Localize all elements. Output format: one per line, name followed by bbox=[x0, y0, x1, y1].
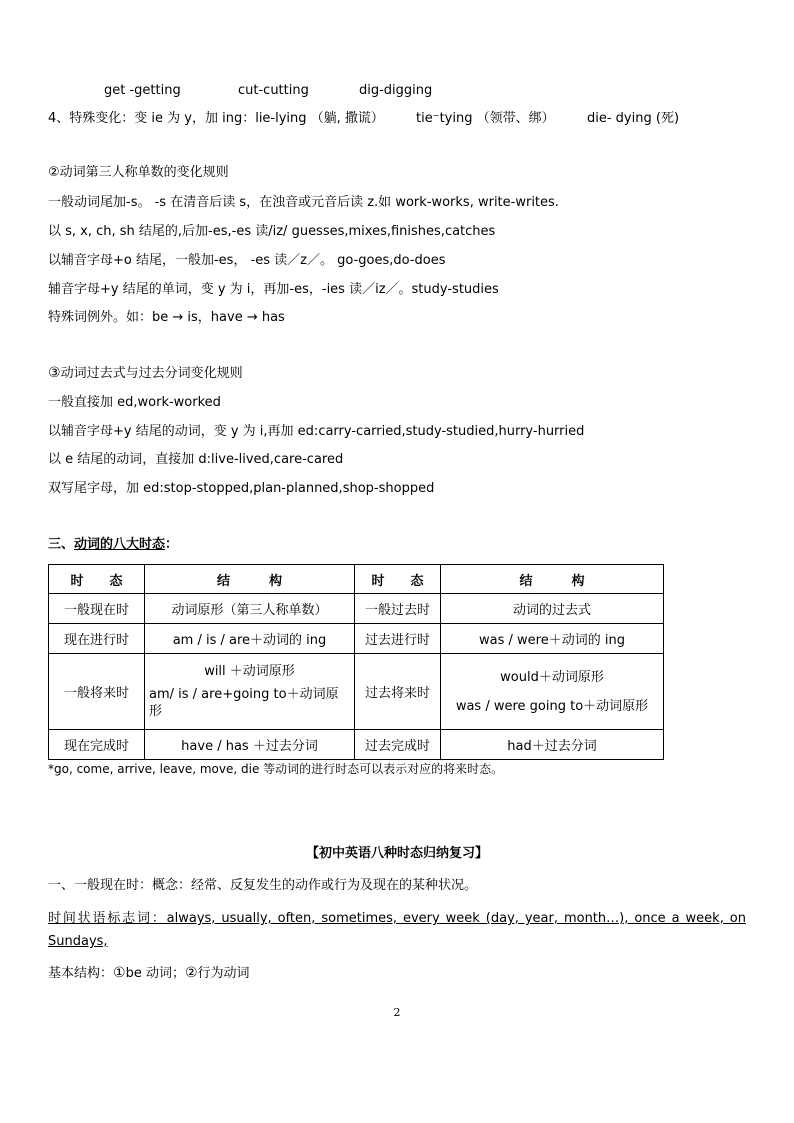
special-change-lie: 4、特殊变化：变 ie 为 y，加 ing：lie-lying （躺, 撒谎） bbox=[48, 111, 384, 126]
page-number: 2 bbox=[393, 1006, 401, 1019]
review-title: 【初中英语八种时态归纳复习】 bbox=[305, 846, 488, 861]
eight-tenses-colon: ： bbox=[165, 537, 179, 552]
past-tense-rule-3: 以 e 结尾的动词，直接加 d:live-lived,care-cared bbox=[48, 452, 344, 467]
table-header-row bbox=[49, 565, 664, 594]
third-person-rule-2: 以 s, x, ch, sh 结尾的,后加-es,-es 读/iz/ guesses,mixes,finishes,catches bbox=[48, 224, 496, 239]
eight-tenses-prefix: 三、 bbox=[48, 537, 75, 552]
table-cell-past-future bbox=[441, 654, 664, 730]
circled-number-3: ③ bbox=[48, 365, 61, 381]
review-simple-present-concept: 一、一般现在时：概念：经常、反复发生的动作或行为及现在的某种状况。 bbox=[48, 878, 478, 893]
past-future-going-to-line: was / were going to＋动词原形 bbox=[455, 698, 649, 714]
table-footnote: *go, come, arrive, leave, move, die 等动词的进行时态可以表示对应的将来时态。 bbox=[48, 762, 504, 776]
table-row bbox=[49, 654, 664, 730]
future-going-to-line: am/ is / are+going to＋动词原形 bbox=[149, 687, 339, 719]
table-cell: 现在进行时 bbox=[49, 624, 145, 654]
table-header-structure-1: 结 构 bbox=[145, 565, 355, 594]
table-row bbox=[49, 730, 664, 760]
table-header-tense-1: 时 态 bbox=[49, 565, 145, 594]
table-cell: had＋过去分词 bbox=[441, 730, 664, 760]
line-verb-examples bbox=[104, 82, 432, 100]
circled-number-1: ① bbox=[113, 965, 126, 981]
table-cell: was / were＋动词的 ing bbox=[441, 624, 664, 654]
table-cell: have / has ＋过去分词 bbox=[145, 730, 355, 760]
future-will-line: will ＋动词原形 bbox=[204, 664, 295, 679]
table-header-structure-2: 结 构 bbox=[441, 565, 664, 594]
example-cut: cut-cutting bbox=[238, 83, 309, 98]
section-past-tense-title bbox=[48, 364, 243, 383]
table-cell: 动词的过去式 bbox=[441, 594, 664, 624]
tense-table bbox=[48, 564, 664, 760]
section-third-person-title: ②动词第三人称单数的变化规则 bbox=[48, 165, 229, 180]
review-time-markers: 时间状语标志词：always, usually, often, sometimes, every week (day, year, month…), once a week, on bbox=[48, 911, 746, 926]
table-cell: 一般将来时 bbox=[49, 654, 145, 730]
basic-structure-label: 基本结构： bbox=[48, 966, 114, 981]
table-cell: am / is / are＋动词的 ing bbox=[145, 624, 355, 654]
basic-structure-be: be 动词； bbox=[125, 966, 185, 981]
circled-number-2: ② bbox=[184, 965, 198, 981]
basic-structure-action: 行为动词 bbox=[197, 966, 250, 981]
table-cell: 过去进行时 bbox=[355, 624, 441, 654]
table-cell: 动词原形（第三人称单数） bbox=[145, 594, 355, 624]
past-future-would-line: would＋动词原形 bbox=[500, 669, 604, 685]
third-person-rule-1: 一般动词尾加-s。 -s 在清音后读 s，在浊音或元音后读 z.如 work-works, write-writes. bbox=[48, 195, 559, 210]
special-change-tie: tie⁻tying （领带、绑） bbox=[416, 111, 555, 126]
section-eight-tenses-title bbox=[48, 536, 178, 554]
table-cell: 现在完成时 bbox=[49, 730, 145, 760]
example-dig: dig-digging bbox=[359, 83, 433, 98]
third-person-rule-5: 特殊词例外。如：be → is，have → has bbox=[48, 310, 285, 325]
past-tense-title-text: 动词过去式与过去分词变化规则 bbox=[60, 366, 243, 381]
third-person-rule-4: 辅音字母+y 结尾的单词，变 y 为 i，再加-es，-ies 读／iz／。study-studies bbox=[48, 282, 499, 297]
table-row bbox=[49, 594, 664, 624]
example-get: get -getting bbox=[104, 83, 181, 98]
table-cell: 一般过去时 bbox=[355, 594, 441, 624]
review-basic-structure bbox=[48, 964, 250, 983]
past-tense-rule-1: 一般直接加 ed,work-worked bbox=[48, 395, 221, 410]
table-cell: 一般现在时 bbox=[49, 594, 145, 624]
past-tense-rule-4: 双写尾字母，加 ed:stop-stopped,plan-planned,shop-shopped bbox=[48, 481, 435, 496]
special-change-die: die- dying (死) bbox=[587, 111, 680, 126]
table-cell: 过去将来时 bbox=[355, 654, 441, 730]
review-time-markers-cont: Sundays, bbox=[48, 934, 108, 949]
table-cell-future bbox=[145, 654, 355, 730]
table-header-tense-2: 时 态 bbox=[355, 565, 441, 594]
table-row bbox=[49, 624, 664, 654]
past-tense-rule-2: 以辅音字母+y 结尾的动词，变 y 为 i,再加 ed:carry-carried,study-studied,hurry-hurried bbox=[48, 424, 585, 439]
third-person-rule-3: 以辅音字母+o 结尾，一般加-es， -es 读／z／。 go-goes,do-does bbox=[48, 253, 446, 268]
eight-tenses-title-text: 动词的八大时态 bbox=[74, 537, 166, 552]
line-special-change bbox=[48, 110, 679, 128]
table-cell: 过去完成时 bbox=[355, 730, 441, 760]
